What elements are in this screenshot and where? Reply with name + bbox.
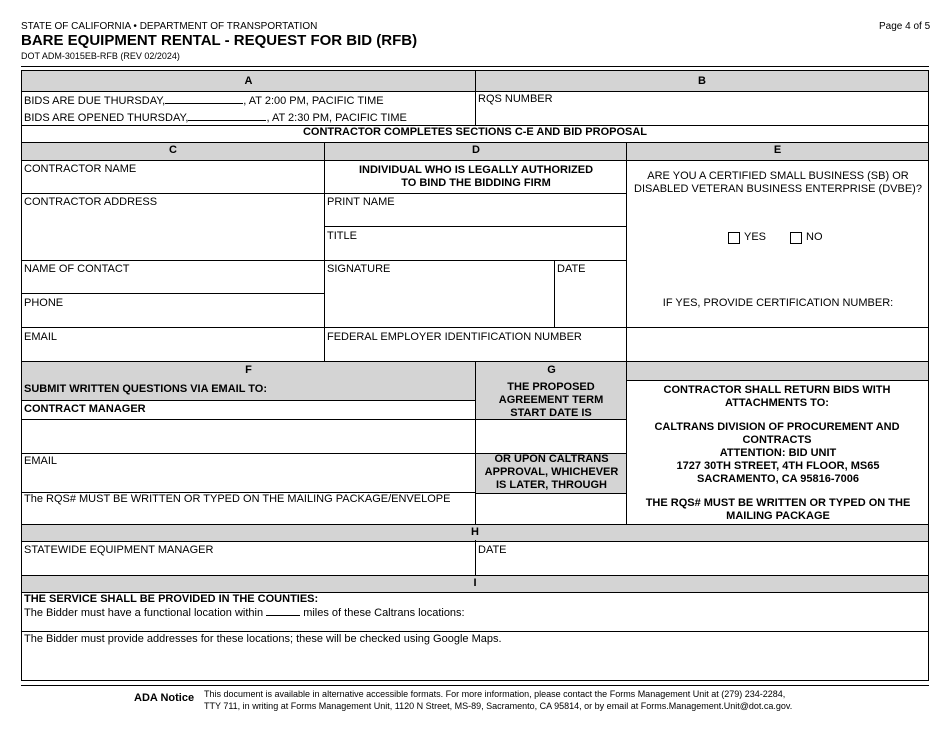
yes-label: YES <box>744 231 767 243</box>
section-h-label: H <box>471 526 479 538</box>
manager-email-field[interactable]: EMAIL <box>24 455 58 467</box>
ada-notice-line2: TTY 711, in writing at Forms Management Unit, 1120 N Street, MS-89, Sacramento, CA 95814, or by email at Forms.Management.Unit@dot.ca.gov. <box>204 701 793 711</box>
authorized-heading-2: TO BIND THE BIDDING FIRM <box>401 177 551 189</box>
page-number: Page 4 of 5 <box>879 21 931 32</box>
return-bids-label: CONTRACTOR SHALL RETURN BIDS WITH ATTACHMENTS TO: <box>663 384 891 409</box>
manager-date-field[interactable]: DATE <box>478 544 507 556</box>
signature-field[interactable]: SIGNATURE <box>327 263 391 275</box>
term-start-label: THE PROPOSED AGREEMENT TERM START DATE IS <box>498 381 604 419</box>
form-id: DOT ADM-3015EB-RFB (REV 02/2024) <box>21 51 180 61</box>
section-c-label: C <box>169 144 177 156</box>
title-field[interactable]: TITLE <box>327 230 357 242</box>
form-table <box>21 70 929 681</box>
rqs-number-field[interactable]: RQS NUMBER <box>478 93 553 105</box>
attention-label: ATTENTION: BID UNIT <box>719 447 837 459</box>
bids-opened-line: BIDS ARE OPENED THURSDAY, , AT 2:30 PM, PACIFIC TIME <box>24 112 407 124</box>
print-name-field[interactable]: PRINT NAME <box>327 196 395 208</box>
equipment-manager-field[interactable]: STATEWIDE EQUIPMENT MANAGER <box>24 544 214 556</box>
term-start-field[interactable] <box>476 420 627 453</box>
contract-manager-label: CONTRACT MANAGER <box>24 403 146 415</box>
agency-line: STATE OF CALIFORNIA • DEPARTMENT OF TRANSPORTATION <box>21 21 318 32</box>
certification-number-label: IF YES, PROVIDE CERTIFICATION NUMBER: <box>662 297 894 309</box>
submit-questions-label: SUBMIT WRITTEN QUESTIONS VIA EMAIL TO: <box>24 383 268 395</box>
signature-date-field[interactable]: DATE <box>557 263 586 275</box>
form-title: BARE EQUIPMENT RENTAL - REQUEST FOR BID (RFB) <box>21 32 418 49</box>
section-d-label: D <box>472 144 480 156</box>
contractor-name-field[interactable]: CONTRACTOR NAME <box>24 163 137 175</box>
bids-due-line: BIDS ARE DUE THURSDAY, , AT 2:00 PM, PACIFIC TIME <box>24 95 384 107</box>
yes-checkbox[interactable] <box>728 232 740 244</box>
section-g-label: G <box>547 364 556 376</box>
contractor-address-field[interactable]: CONTRACTOR ADDRESS <box>24 196 158 208</box>
section-f-label: F <box>245 364 252 376</box>
certified-question: ARE YOU A CERTIFIED SMALL BUSINESS (SB) OR DISABLED VETERAN BUSINESS ENTERPRISE (DVBE)? <box>634 170 922 195</box>
section-i-label: I <box>473 577 477 589</box>
miles-field[interactable] <box>266 605 300 616</box>
rqs-envelope-note: The RQS# MUST BE WRITTEN OR TYPED ON THE MAILING PACKAGE/ENVELOPE <box>24 493 451 505</box>
section-e-label: E <box>773 144 782 156</box>
rqs-package-note: THE RQS# MUST BE WRITTEN OR TYPED ON THE MAILING PACKAGE <box>645 497 911 522</box>
section-a-label: A <box>244 75 253 87</box>
email-field[interactable]: EMAIL <box>24 331 58 343</box>
ada-notice-line1: This document is available in alternative accessible formats. For more information, please contact the Forms Management Unit at (279) 234-2284, <box>204 689 786 699</box>
no-label: NO <box>806 231 823 243</box>
header-rule <box>21 66 929 67</box>
due-date-field[interactable] <box>165 93 243 104</box>
phone-field[interactable]: PHONE <box>24 297 64 309</box>
term-end-field[interactable] <box>476 493 627 524</box>
section-b-label: B <box>698 75 706 87</box>
addresses-note: The Bidder must provide addresses for these locations; these will be checked using Google Maps. <box>24 633 502 645</box>
city-label: SACRAMENTO, CA 95816-7006 <box>696 473 859 485</box>
street-label: 1727 30TH STREET, 4TH FLOOR, MS65 <box>676 460 880 472</box>
contact-name-field[interactable]: NAME OF CONTACT <box>24 263 130 275</box>
service-counties-label: THE SERVICE SHALL BE PROVIDED IN THE COUNTIES: <box>24 593 319 605</box>
approval-through-label: OR UPON CALTRANS APPROVAL, WHICHEVER IS LATER, THROUGH <box>484 453 619 491</box>
opened-date-field[interactable] <box>188 110 266 121</box>
fein-field[interactable]: FEDERAL EMPLOYER IDENTIFICATION NUMBER <box>327 331 582 343</box>
division-label: CALTRANS DIVISION OF PROCUREMENT AND CONTRACTS <box>654 421 900 446</box>
ada-notice-label: ADA Notice <box>134 692 195 704</box>
no-checkbox[interactable] <box>790 232 802 244</box>
location-requirement: The Bidder must have a functional location within miles of these Caltrans locations: <box>24 607 465 619</box>
authorized-heading-1: INDIVIDUAL WHO IS LEGALLY AUTHORIZED <box>358 164 594 176</box>
contractor-banner: CONTRACTOR COMPLETES SECTIONS C-E AND BID PROPOSAL <box>302 126 648 138</box>
